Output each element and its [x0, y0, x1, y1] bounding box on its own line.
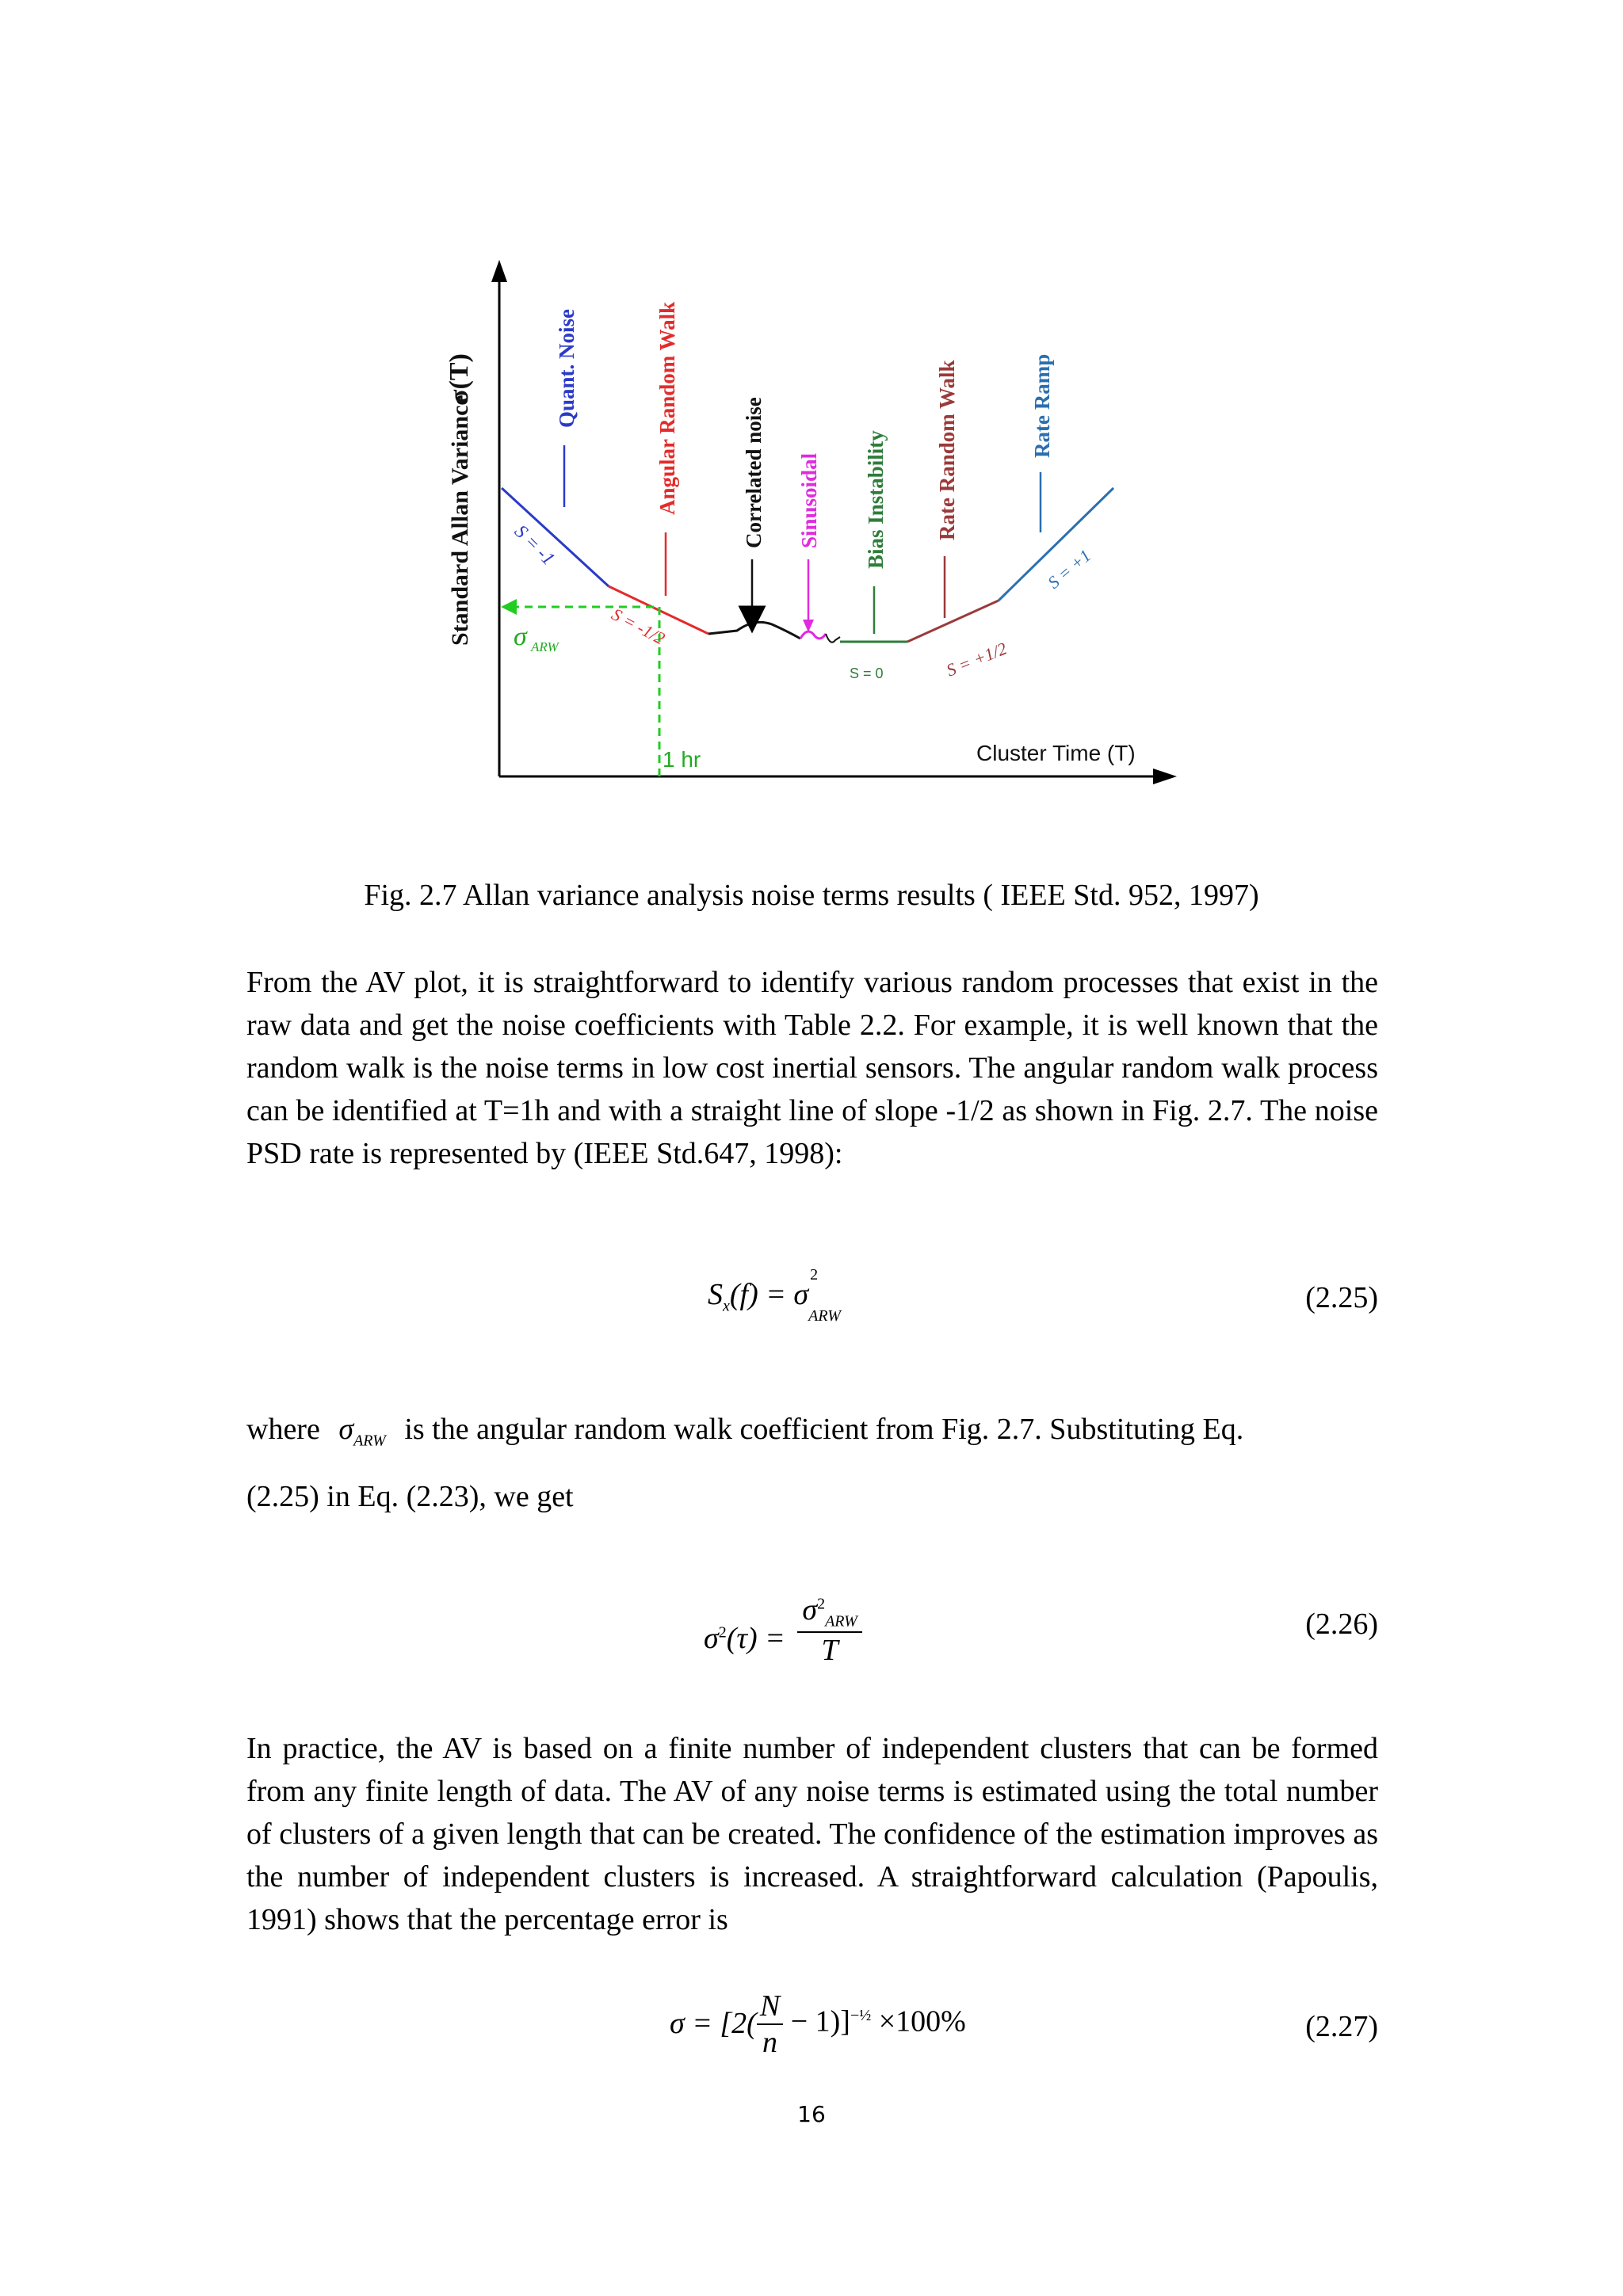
sinusoidal-label: Sinusoidal [797, 452, 821, 548]
correlated-noise-line [708, 622, 800, 639]
quant-noise-label: Quant. Noise [555, 308, 579, 428]
sigma-arw-sub: ARW [531, 639, 559, 654]
x-axis-label: Cluster Time (T) [976, 741, 1136, 765]
slope-rrw-label: S = +1/2 [943, 638, 1010, 681]
paragraph-2 [246, 1408, 1378, 1463]
para2-rest: is the angular random walk coefficient from Fig. 2.7. Substituting Eq. [404, 1413, 1244, 1446]
allan-variance-figure [428, 254, 1189, 808]
paragraph-1: From the AV plot, it is straightforward to identify various random processes that exist in the raw data and get the noise coefficients with Table 2.2. For example, it is well known that the random walk is the noise terms in low cost inertial sensors. The angular random walk process can be identified at T=1h and with a straight line of slope -1/2 as shown in Fig. 2.7. The noise PSD rate is represented by (IEEE Std.647, 1998): [246, 966, 1378, 1170]
sinusoidal-line [800, 631, 826, 639]
arw-label: Angular Random Walk [655, 301, 679, 515]
equation-number-2-27: (2.27) [1305, 2010, 1378, 2043]
y-axis-arrow [491, 260, 507, 282]
paragraph-3: In practice, the AV is based on a finite number of independent clusters that can be formed from any finite length of data. The AV of any noise terms is estimated using the total number of clusters of a given length that can be created. The confidence of the estimation improves as the number of independent clusters is increased. A straightforward calculation (Papoulis, 1991) shows that the percentage error is [246, 1732, 1378, 1936]
sigma-arw-inline: $\sigma_{ARW}$ [338, 1413, 386, 1450]
figure-caption: Fig. 2.7 Allan variance analysis noise terms results ( IEEE Std. 952, 1997) [364, 879, 1259, 912]
y-axis-label: Standard Allan Variance [447, 395, 473, 646]
x-axis-arrow [1153, 769, 1177, 784]
y-axis-symbol: σ(T) [445, 353, 474, 404]
slope-ramp-label: S = +1 [1044, 545, 1095, 593]
equation-2-25: $S_x(f) = \sigma$ 2 $_{ARW}$ [708, 1266, 841, 1325]
sinusoidal-arrowhead [803, 620, 814, 632]
equation-number-2-25: (2.25) [1305, 1281, 1378, 1314]
equation-number-2-26: (2.26) [1305, 1608, 1378, 1641]
sigma-arw-label: σ [514, 622, 527, 651]
where-word: where [246, 1413, 320, 1446]
arw-guide-arrow [501, 599, 517, 615]
one-hr-label: 1 hr [663, 747, 701, 772]
page-number: 16 [797, 2101, 826, 2127]
slope-bias-label: S = 0 [850, 666, 884, 681]
bias-instability-label: Bias Instability [864, 430, 888, 569]
equation-2-26: $\sigma^2(\tau)$ = $\sigma^2_{ARW}$ T [704, 1592, 862, 1668]
paragraph-2-line-2: (2.25) in Eq. (2.23), we get [246, 1480, 574, 1513]
equation-2-27: σ = [2( $\frac{N}{n}$ − 1)]$^{-\frac{1}{2}}$ ×100% [670, 1989, 966, 2059]
slope-quant-label: S = -1 [510, 521, 559, 570]
rrw-label: Rate Random Walk [935, 360, 959, 540]
rrw-line [907, 601, 999, 642]
slope-arw-label: S = -1/2 [608, 604, 669, 649]
correlated-noise-label: Correlated noise [742, 397, 766, 548]
rate-ramp-label: Rate Ramp [1030, 353, 1054, 458]
bias-transition-line [826, 634, 840, 643]
